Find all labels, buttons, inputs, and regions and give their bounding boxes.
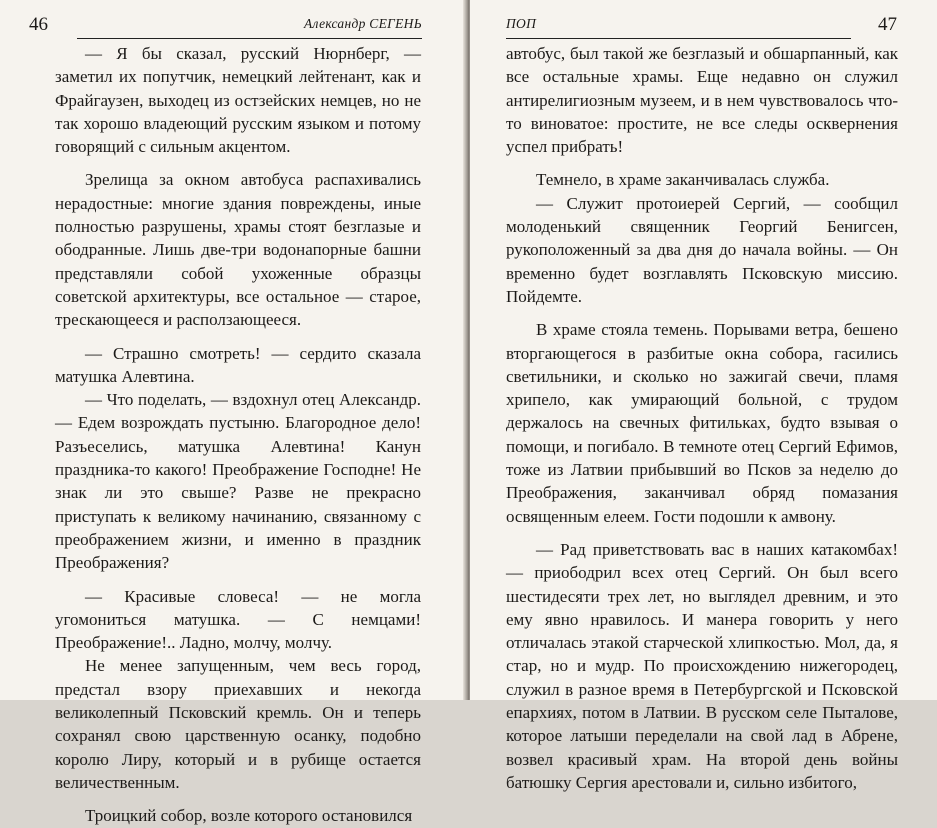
left-page-text [55, 42, 421, 828]
left-page-header [29, 14, 422, 38]
right-page-header [506, 14, 897, 38]
paragraph: — Рад приветствовать вас в наших катакомбах! — приободрил всех отец Сергий. Он был всего шестидесяти трех лет, но выглядел древним, и это ему явно нравилось. И манера говорить у него отличалась этакой старческой хлипкостью. Мол, да, я стар, но и мудр. По происхождению нижегородец, служил в разное время в Петербургской и Псковской епархиях, потом в Латвии. В русском селе Пыталове, которое латыши переделали на свой лад в Абрене, возвел красивый храм. На второй день войны батюшку Сергия арестовали и, сильно избитого, [506, 539, 898, 792]
paragraph: автобус, был такой же безглазый и обшарпанный, как все остальные храмы. Еще недавно он служил антирелигиозным музеем, и в нем чувствовалось что-то виноватое: простите, не все следы осквернения успел прибрать! [506, 44, 898, 157]
paragraph: Не менее запущенным, чем весь город, предстал взору приехавших и некогда великолепный Псковский кремль. Он и теперь сохранял свою царственную осанку, подобно королю Лиру, который и в рубище остается величественным. [55, 656, 421, 792]
page-number-left: 46 [29, 14, 48, 35]
running-head-author: Александр СЕГЕНЬ [304, 16, 422, 31]
paragraph: В храме стояла темень. Порывами ветра, бешено вторгающегося в разбитые окна собора, гасились светильники, и сколько но зажигай свечи, пламя хрипело, как умирающий больной, с трудом держалось на свечных фитильках, будто взывая о помощи, и погибало. В темноте отец Сергий Ефимов, тоже из Латвии прибывший во Псков за неделю до Преображения, заканчивал обряд помазания освященным елеем. Гости подошли к амвону. [506, 320, 898, 526]
right-page [470, 0, 937, 792]
header-rule-left [77, 38, 422, 39]
paragraph: — Я бы сказал, русский Нюрнберг, — заметил их попутчик, немецкий лейтенант, как и Фрайгаузен, выходец из остзейских немцев, но не так хорошо владеющий русским языком и потому говорящий с сильным акцентом. [55, 44, 421, 157]
paragraph: Зрелища за окном автобуса распахивались нерадостные: многие здания повреждены, иные полностью разрушены, храмы стоят безглазые и ободранные. Лишь две-три водонапорные башни представляли собой ухоженные образцы советской архитектуры, все остальное — старое, трескающееся и расползающееся. [55, 170, 421, 330]
paragraph: — Служит протоиерей Сергий, — сообщил молоденький священник Георгий Бенигсен, рукоположенный за два дня до начала войны. — Он временно будет возглавлять Псковскую миссию. Пойдемте. [506, 193, 898, 306]
paragraph: — Страшно смотреть! — сердито сказала матушка Алевтина. [55, 343, 421, 386]
paragraph: Темнело, в храме заканчивалась служба. [536, 170, 830, 190]
paragraph: Троицкий собор, возле которого остановился [85, 806, 413, 826]
page-number-right: 47 [878, 14, 897, 35]
header-rule-right [506, 38, 851, 39]
paragraph: — Что поделать, — вздохнул отец Александр. — Едем возрождать пустыню. Благородное дело! Разъеселись, матушка Алевтина! Канун праздника-то какого! Преображение Господне! Не знак ли это свыше? Разве не прекрасно приступать к великому начинанию, связанному с преображением жизни, и именно в праздник Преображения? [55, 390, 421, 573]
paragraph: — Красивые словеса! — не могла угомониться матушка. — С немцами! Преображение!.. Ладно, молчу, молчу. [55, 586, 421, 653]
running-head-title: ПОП [506, 16, 537, 31]
left-page [0, 0, 466, 826]
right-page-text [506, 42, 898, 794]
